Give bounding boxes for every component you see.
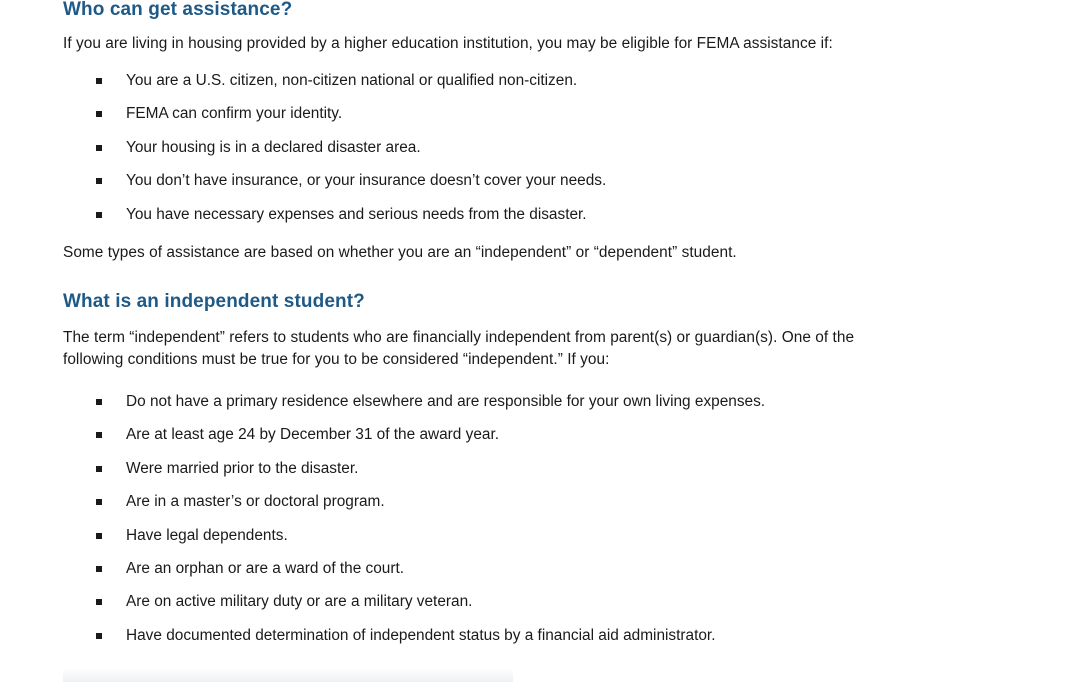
square-bullet-icon	[96, 533, 102, 539]
list-item-text: Have documented determination of independent status by a financial aid administrator.	[126, 626, 716, 644]
square-bullet-icon	[96, 212, 102, 218]
intro-line: following conditions must be true for you to be considered “independent.” If you:	[63, 351, 610, 368]
list-item-text: You have necessary expenses and serious needs from the disaster.	[126, 205, 587, 223]
list-item	[63, 625, 1043, 647]
square-bullet-icon	[96, 178, 102, 184]
eligibility-list	[63, 70, 1043, 237]
list-item-text: Are an orphan or are a ward of the court.	[126, 559, 405, 577]
list-item	[63, 525, 1043, 547]
square-bullet-icon	[96, 633, 102, 639]
square-bullet-icon	[96, 432, 102, 438]
list-item-text: You don’t have insurance, or your insurance doesn’t cover your needs.	[126, 172, 607, 190]
list-item-text: Are on active military duty or are a military veteran.	[126, 593, 473, 611]
list-item	[63, 391, 1043, 413]
list-item	[63, 458, 1043, 480]
square-bullet-icon	[96, 466, 102, 472]
square-bullet-icon	[96, 499, 102, 505]
list-item	[63, 204, 1043, 226]
intro-line: The term “independent” refers to students who are financially independent from parent(s) or guardian(s). One of the	[63, 329, 855, 346]
list-item-text: FEMA can confirm your identity.	[126, 105, 343, 123]
list-item-text: Have legal dependents.	[126, 526, 288, 544]
list-item-text: You are a U.S. citizen, non-citizen national or qualified non-citizen.	[126, 72, 578, 89]
list-item	[63, 591, 1043, 613]
square-bullet-icon	[96, 145, 102, 151]
list-item-text: Are at least age 24 by December 31 of the award year.	[126, 426, 500, 444]
list-item-text: Are in a master’s or doctoral program.	[126, 493, 385, 511]
square-bullet-icon	[96, 78, 102, 84]
list-item	[63, 103, 1043, 125]
square-bullet-icon	[96, 566, 102, 572]
section-heading-independent-student: What is an independent student?	[63, 291, 365, 312]
independent-conditions-list	[63, 391, 1043, 658]
section-closing-text: Some types of assistance are based on whether you are an “independent” or “dependent” student.	[63, 244, 737, 261]
list-item	[63, 137, 1043, 159]
list-item-text: Were married prior to the disaster.	[126, 459, 359, 477]
list-item-text: Your housing is in a declared disaster area.	[126, 138, 421, 156]
square-bullet-icon	[96, 111, 102, 117]
square-bullet-icon	[96, 399, 102, 405]
list-item	[63, 424, 1043, 446]
square-bullet-icon	[96, 599, 102, 605]
list-item	[63, 70, 1043, 92]
cropped-next-heading	[63, 668, 513, 682]
section-intro: If you are living in housing provided by a higher education institution, you may be eligible for FEMA assistance if:	[63, 35, 833, 52]
list-item	[63, 558, 1043, 580]
section-intro	[63, 327, 1023, 371]
list-item	[63, 170, 1043, 192]
section-heading-who-can-get-assistance: Who can get assistance?	[63, 0, 293, 20]
list-item	[63, 491, 1043, 513]
list-item-text: Do not have a primary residence elsewhere and are responsible for your own living expenses.	[126, 393, 766, 410]
